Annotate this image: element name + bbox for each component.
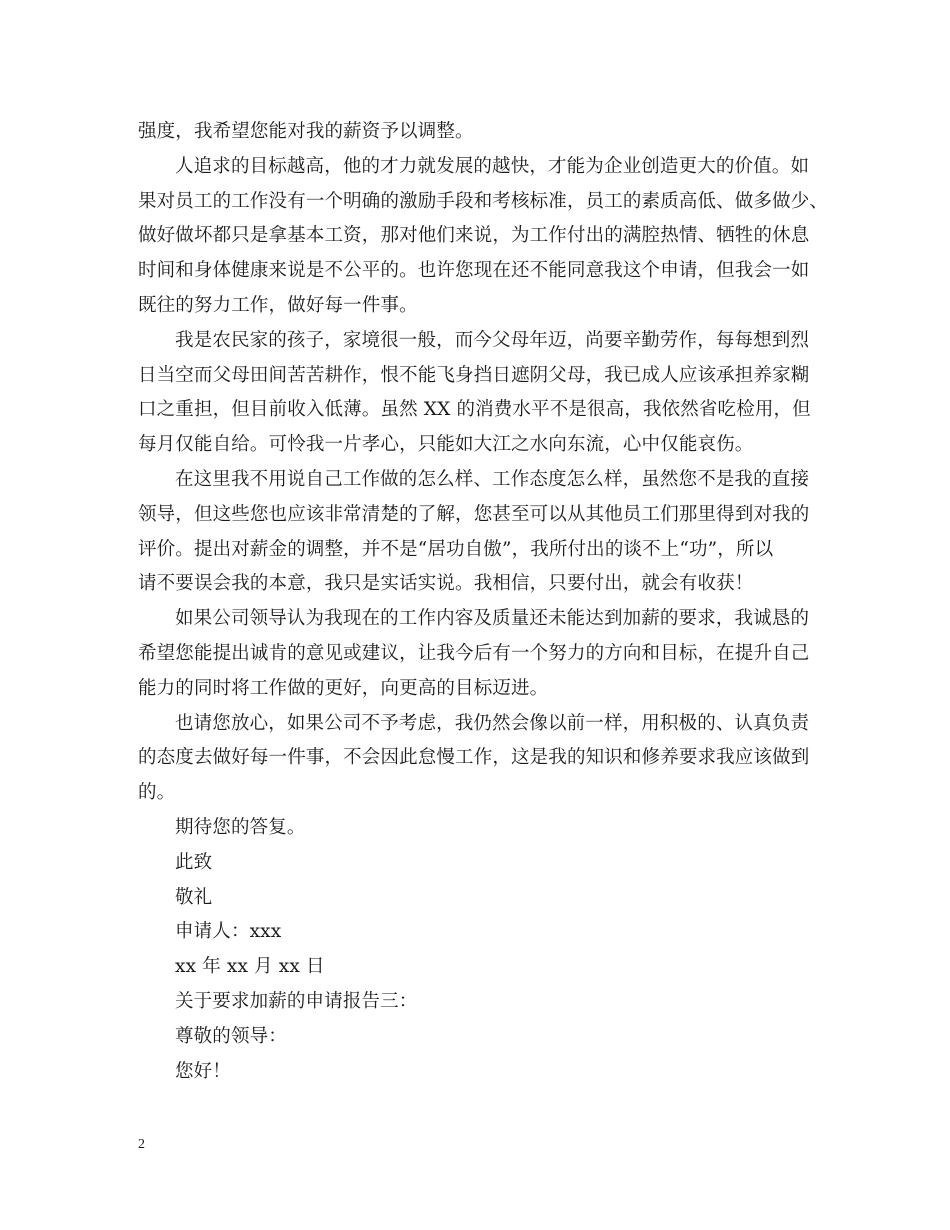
text-line: 强度，我希望您能对我的薪资予以调整。	[138, 121, 474, 142]
text-line: 领导，但这些您也应该非常清楚的了解，您甚至可以从其他员工们那里得到对我的	[138, 503, 810, 525]
text-line: 既往的努力工作，做好每一件事。	[138, 294, 418, 316]
text-line: 如果公司领导认为我现在的工作内容及质量还未能达到加薪的要求，我诚恳的	[175, 608, 810, 630]
text-line: 申请人：xxx	[175, 921, 282, 943]
letter-body	[138, 115, 829, 1089]
text-line: 能力的同时将工作做的更好，向更高的目标迈进。	[138, 677, 549, 699]
text-line: 期待您的答复。	[175, 816, 306, 838]
text-line: 做好做坏都只是拿基本工资，那对他们来说，为工作付出的满腔热情、牺牲的休息	[138, 225, 810, 247]
text-line: 的。	[138, 782, 176, 804]
text-line: 在这里我不用说自己工作做的怎么样、工作态度怎么样，虽然您不是我的直接	[175, 468, 810, 490]
text-line: 希望您能提出诚肯的意见或建议，让我今后有一个努力的方向和目标，在提升自己	[138, 642, 810, 664]
text-line: 日当空而父母田间苦苦耕作，恨不能飞身挡日遮阴父母，我已成人应该承担养家糊	[138, 364, 810, 386]
text-line: 时间和身体健康来说是不公平的。也许您现在还不能同意我这个申请，但我会一如	[138, 260, 810, 282]
text-line: 人追求的目标越高，他的才力就发展的越快，才能为企业创造更大的价值。如	[175, 155, 810, 177]
text-line: 您好！	[175, 1060, 231, 1082]
text-line: 我是农民家的孩子，家境很一般，而今父母年迈，尚要辛勤劳作，每每想到烈	[175, 329, 810, 351]
text-line: 评价。提出对薪金的调整，并不是“居功自傲”，我所付出的谈不上“功”，所以	[138, 538, 774, 560]
text-line: 每月仅能自给。可怜我一片孝心，只能如大江之水向东流，心中仅能哀伤。	[138, 434, 754, 456]
text-line: xx 年 xx 月 xx 日	[175, 956, 325, 978]
text-line: 此致	[175, 851, 213, 873]
page-number: 2	[138, 1137, 145, 1152]
text-line: 尊敬的领导：	[175, 1025, 287, 1047]
text-line: 请不要误会我的本意，我只是实话实说。我相信，只要付出，就会有收获！	[138, 573, 754, 595]
text-line: 关于要求加薪的申请报告三：	[175, 990, 418, 1012]
text-line: 口之重担，但目前收入低薄。虽然 XX 的消费水平不是很高，我依然省吃检用，但	[138, 399, 811, 421]
text-line: 也请您放心，如果公司不予考虑，我仍然会像以前一样，用积极的、认真负责	[175, 712, 810, 734]
text-line: 的态度去做好每一件事，不会因此怠慢工作，这是我的知识和修养要求我应该做到	[138, 747, 810, 769]
text-line: 果对员工的工作没有一个明确的激励手段和考核标准，员工的素质高低、做多做少、	[138, 190, 829, 212]
text-line: 敬礼	[175, 886, 213, 908]
